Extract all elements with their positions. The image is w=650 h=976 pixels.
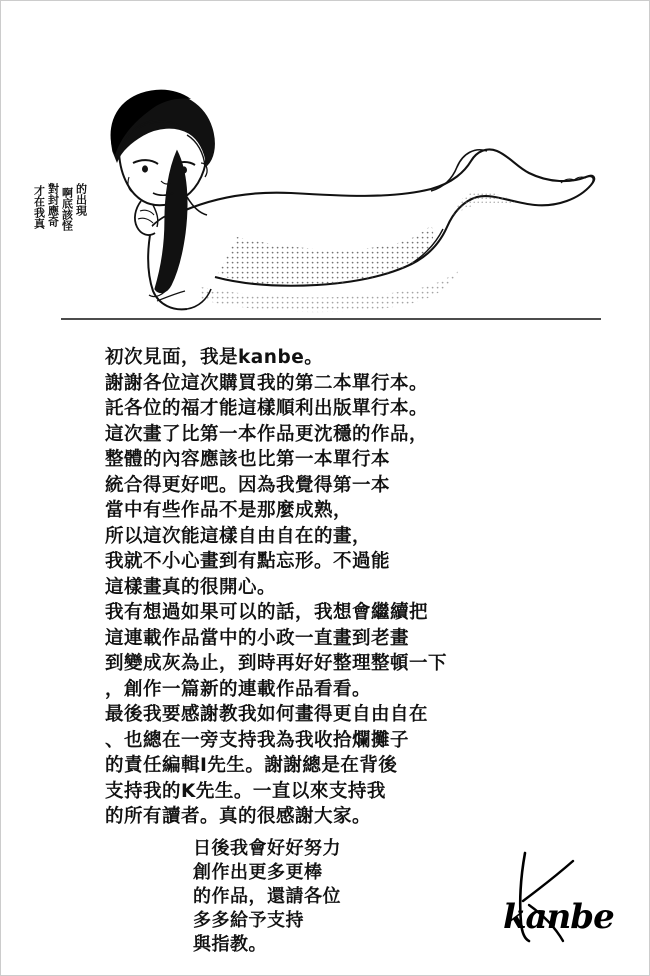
body-line: 初次見面，我是kanbe。 bbox=[105, 347, 324, 368]
illustration-caption-2: 啊底該怪 bbox=[60, 187, 74, 231]
body-line: 我就不小心畫到有點忘形。不過能 bbox=[105, 551, 391, 572]
illustration-caption-3: 對封應奇 bbox=[46, 183, 60, 227]
body-line: 這次畫了比第一本作品更沈穩的作品， bbox=[105, 423, 429, 445]
body-line: 託各位的福才能這樣順利出版單行本。 bbox=[105, 398, 429, 419]
body-line: 我有想過如果可以的話，我想會繼續把 bbox=[105, 602, 429, 623]
body-line: 整體的內容應該也比第一本單行本 bbox=[105, 449, 391, 470]
illustration-region bbox=[1, 1, 650, 341]
afterword-body bbox=[105, 345, 625, 830]
body-line: 最後我要感謝教我如何畫得更自由自在 bbox=[105, 704, 429, 725]
body-line: 這樣畫真的很開心。 bbox=[105, 576, 277, 598]
illustration-caption-4: 才在我真 bbox=[32, 185, 46, 229]
body-line: 謝謝各位這次購買我的第二本單行本。 bbox=[105, 372, 429, 394]
closing-line: 的作品，還請各位 bbox=[193, 886, 341, 907]
body-line: 的所有讀者。真的很感謝大家。 bbox=[105, 806, 372, 827]
signature-text: kanbe bbox=[503, 897, 614, 937]
closing-line: 創作出更多更棒 bbox=[193, 862, 323, 883]
closing-note bbox=[193, 837, 493, 957]
closing-line: 多多給予支持 bbox=[193, 910, 304, 931]
body-line: 到變成灰為止，到時再好好整理整頓一下 bbox=[105, 653, 448, 674]
body-line: 所以這次能這樣自由自在的畫， bbox=[105, 525, 372, 547]
body-line: 這連載作品當中的小政一直畫到老畫 bbox=[105, 627, 410, 649]
body-line: 當中有些作品不是那麼成熟， bbox=[105, 500, 353, 521]
artist-signature bbox=[499, 849, 639, 953]
reclining-girl-illustration bbox=[1, 1, 650, 341]
body-line: ，創作一篇新的連載作品看看。 bbox=[105, 678, 372, 700]
illustration-caption-1: 的出現 bbox=[74, 183, 88, 216]
closing-line: 日後我會好好努力 bbox=[193, 838, 341, 859]
closing-line: 與指教。 bbox=[193, 934, 267, 955]
body-line: 統合得更好吧。因為我覺得第一本 bbox=[105, 474, 391, 496]
body-line: 的責任編輯I先生。謝謝總是在背後 bbox=[105, 755, 398, 776]
body-line: 支持我的K先生。一直以來支持我 bbox=[105, 780, 386, 802]
body-line: 、也總在一旁支持我為我收拾爛攤子 bbox=[105, 729, 410, 751]
